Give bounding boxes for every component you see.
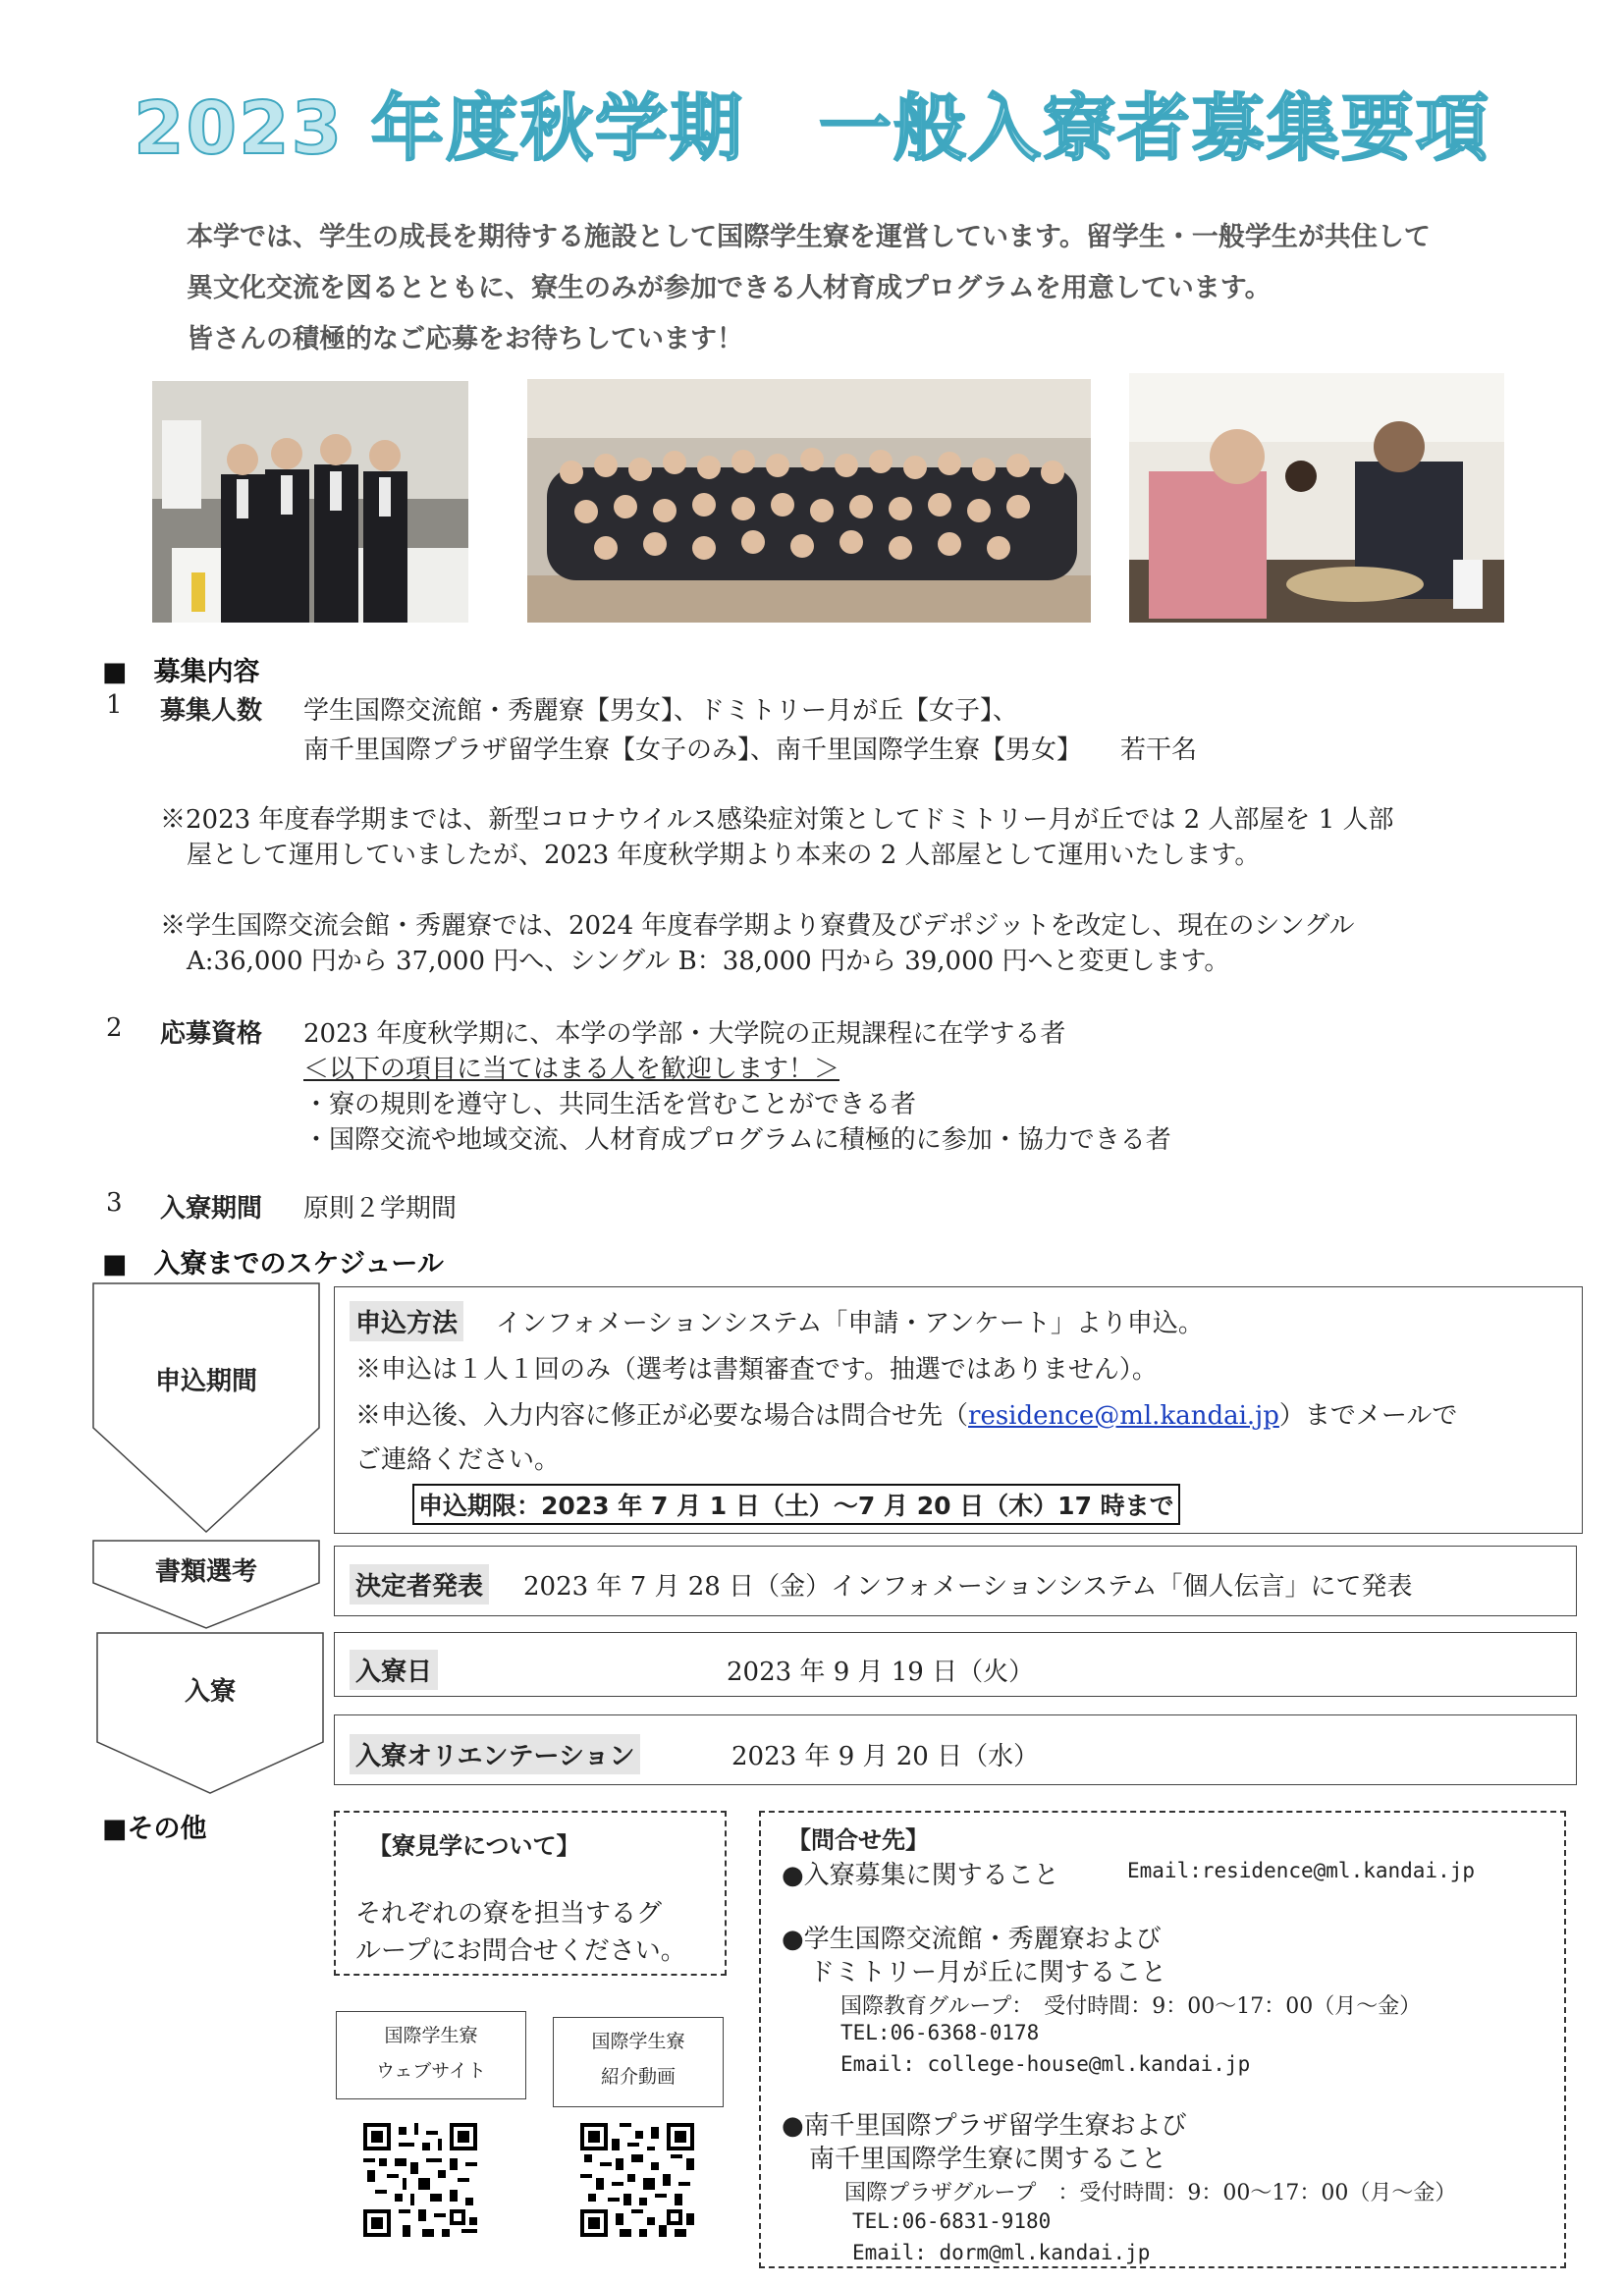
contact-phone: TEL:06-6831-9180	[852, 2209, 1052, 2233]
contact-email: Email: college-house@ml.kandai.jp	[840, 2052, 1251, 2076]
note-text: ※学生国際交流会館・秀麗寮では、2024 年度春学期より寮費及びデポジットを改定し、現在のシングル	[160, 911, 1355, 941]
item-text: ・寮の規則を遵守し、共同生活を営むことができる者	[303, 1090, 917, 1119]
intro-line: 本学では、学生の成長を期待する施設として国際学生寮を運営しています。留学生・一般学生が共住して	[187, 222, 1431, 252]
photo-formal-event	[152, 381, 468, 623]
item-number: 1	[106, 690, 123, 720]
dorm-visit-title: 【寮見学について】	[368, 1832, 580, 1860]
application-note-text: ※申込後、入力内容に修正が必要な場合は問合せ先（	[355, 1401, 969, 1431]
item-text: ＜以下の項目に当てはまる人を歓迎します！＞	[303, 1055, 840, 1084]
arrow-shape-move-in	[96, 1632, 324, 1795]
qr-label-line: ウェブサイト	[376, 2060, 486, 2082]
item-text: 学生国際交流館・秀麗寮【男女】、ドミトリー月が丘【女子】、	[303, 696, 1019, 726]
residence-email-link[interactable]: residence@ml.kandai.jp	[968, 1401, 1279, 1431]
intro-line: 異文化交流を図るとともに、寮生のみが参加できる人材育成プログラムを用意しています。	[187, 273, 1272, 303]
contact-group-hours: 国際プラザグループ ：受付時間：9：00〜17：00（月〜金）	[844, 2181, 1457, 2205]
arrow-label-application-period: 申込期間	[154, 1367, 257, 1396]
qr-label-video	[553, 2017, 724, 2107]
application-note	[355, 1395, 1457, 1432]
orientation-text: 2023 年 9 月 20 日（水）	[731, 1742, 1040, 1771]
orientation-label: 入寮オリエンテーション	[350, 1734, 640, 1774]
contact-email: Email: dorm@ml.kandai.jp	[852, 2241, 1151, 2264]
contact-email: Email:residence@ml.kandai.jp	[1127, 1859, 1476, 1882]
contact-title: 【問合せ先】	[787, 1826, 929, 1854]
photo-group	[527, 379, 1091, 623]
note-text: ※2023 年度春学期までは、新型コロナウイルス感染症対策としてドミトリー月が丘では 2 人部屋を 1 人部	[160, 805, 1394, 835]
qr-code-website[interactable]	[363, 2123, 477, 2237]
item-text: 南千里国際プラザ留学生寮【女子のみ】、南千里国際学生寮【男女】 若干名	[303, 735, 1198, 765]
contact-heading: ●入寮募集に関すること	[782, 1861, 1059, 1890]
photo-cooking	[1129, 373, 1504, 623]
contact-heading: ドミトリー月が丘に関すること	[809, 1958, 1167, 1987]
announcement-text: 2023 年 7 月 28 日（金）インフォメーションシステム「個人伝言」にて発表	[523, 1572, 1413, 1602]
item-number: 2	[106, 1013, 123, 1043]
qr-code-video[interactable]	[580, 2123, 694, 2237]
item-label: 入寮期間	[160, 1194, 263, 1224]
contact-phone: TEL:06-6368-0178	[840, 2021, 1040, 2044]
announcement-label: 決定者発表	[350, 1564, 489, 1605]
application-note-text: ）までメールで	[1278, 1401, 1458, 1431]
move-in-date-label: 入寮日	[350, 1650, 438, 1690]
section-heading-recruitment: ■ 募集内容	[102, 657, 260, 687]
section-heading-other: ■その他	[102, 1814, 207, 1844]
application-method-label: 申込方法	[350, 1301, 463, 1341]
application-note: ※申込は１人１回のみ（選考は書類審査です。抽選ではありません）。	[355, 1355, 1158, 1385]
note-text: 屋として運用していましたが、2023 年度秋学期より本来の 2 人部屋として運用いたします。	[187, 841, 1261, 870]
contact-heading: ●学生国際交流館・秀麗寮および	[782, 1925, 1162, 1954]
qr-label-website	[336, 2011, 526, 2099]
qr-label-line: 国際学生寮	[591, 2031, 685, 2052]
intro-paragraph	[187, 212, 1581, 365]
contact-heading: 南千里国際学生寮に関すること	[809, 2145, 1167, 2174]
arrow-label-document-screening: 書類選考	[154, 1557, 257, 1587]
item-label: 募集人数	[160, 696, 263, 726]
application-method-text: インフォメーションシステム「申請・アンケート」より申込。	[496, 1309, 1204, 1338]
section-heading-schedule: ■ 入寮までのスケジュール	[102, 1249, 444, 1279]
application-note: ご連絡ください。	[355, 1445, 561, 1475]
intro-line: 皆さんの積極的なご応募をお待ちしています！	[187, 324, 743, 354]
application-deadline: 申込期限：2023 年 7 月 1 日（土）〜7 月 20 日（木）17 時まで	[412, 1484, 1180, 1525]
item-text: 原則２学期間	[303, 1194, 458, 1224]
page-title: 2023 年度秋学期 一般入寮者募集要項	[134, 86, 1490, 171]
item-number: 3	[106, 1188, 123, 1218]
arrow-label-move-in: 入寮	[184, 1677, 236, 1707]
dorm-visit-text: ループにお問合せください。	[355, 1936, 686, 1966]
dorm-visit-text: それぞれの寮を担当するグ	[355, 1899, 663, 1929]
qr-label-line: 国際学生寮	[384, 2025, 478, 2046]
move-in-date-text: 2023 年 9 月 19 日（火）	[727, 1658, 1035, 1687]
item-text: 2023 年度秋学期に、本学の学部・大学院の正規課程に在学する者	[303, 1019, 1066, 1049]
qr-label-line: 紹介動画	[600, 2066, 676, 2088]
arrow-shape-application-period	[92, 1282, 320, 1534]
item-text: ・国際交流や地域交流、人材育成プログラムに積極的に参加・協力できる者	[303, 1125, 1171, 1155]
item-label: 応募資格	[160, 1019, 263, 1049]
contact-heading: ●南千里国際プラザ留学生寮および	[782, 2111, 1187, 2141]
note-text: A:36,000 円から 37,000 円へ、シングル B：38,000 円から 39,000 円へと変更します。	[187, 947, 1230, 976]
contact-group-hours: 国際教育グループ： 受付時間：9：00〜17：00（月〜金）	[840, 1994, 1422, 2019]
